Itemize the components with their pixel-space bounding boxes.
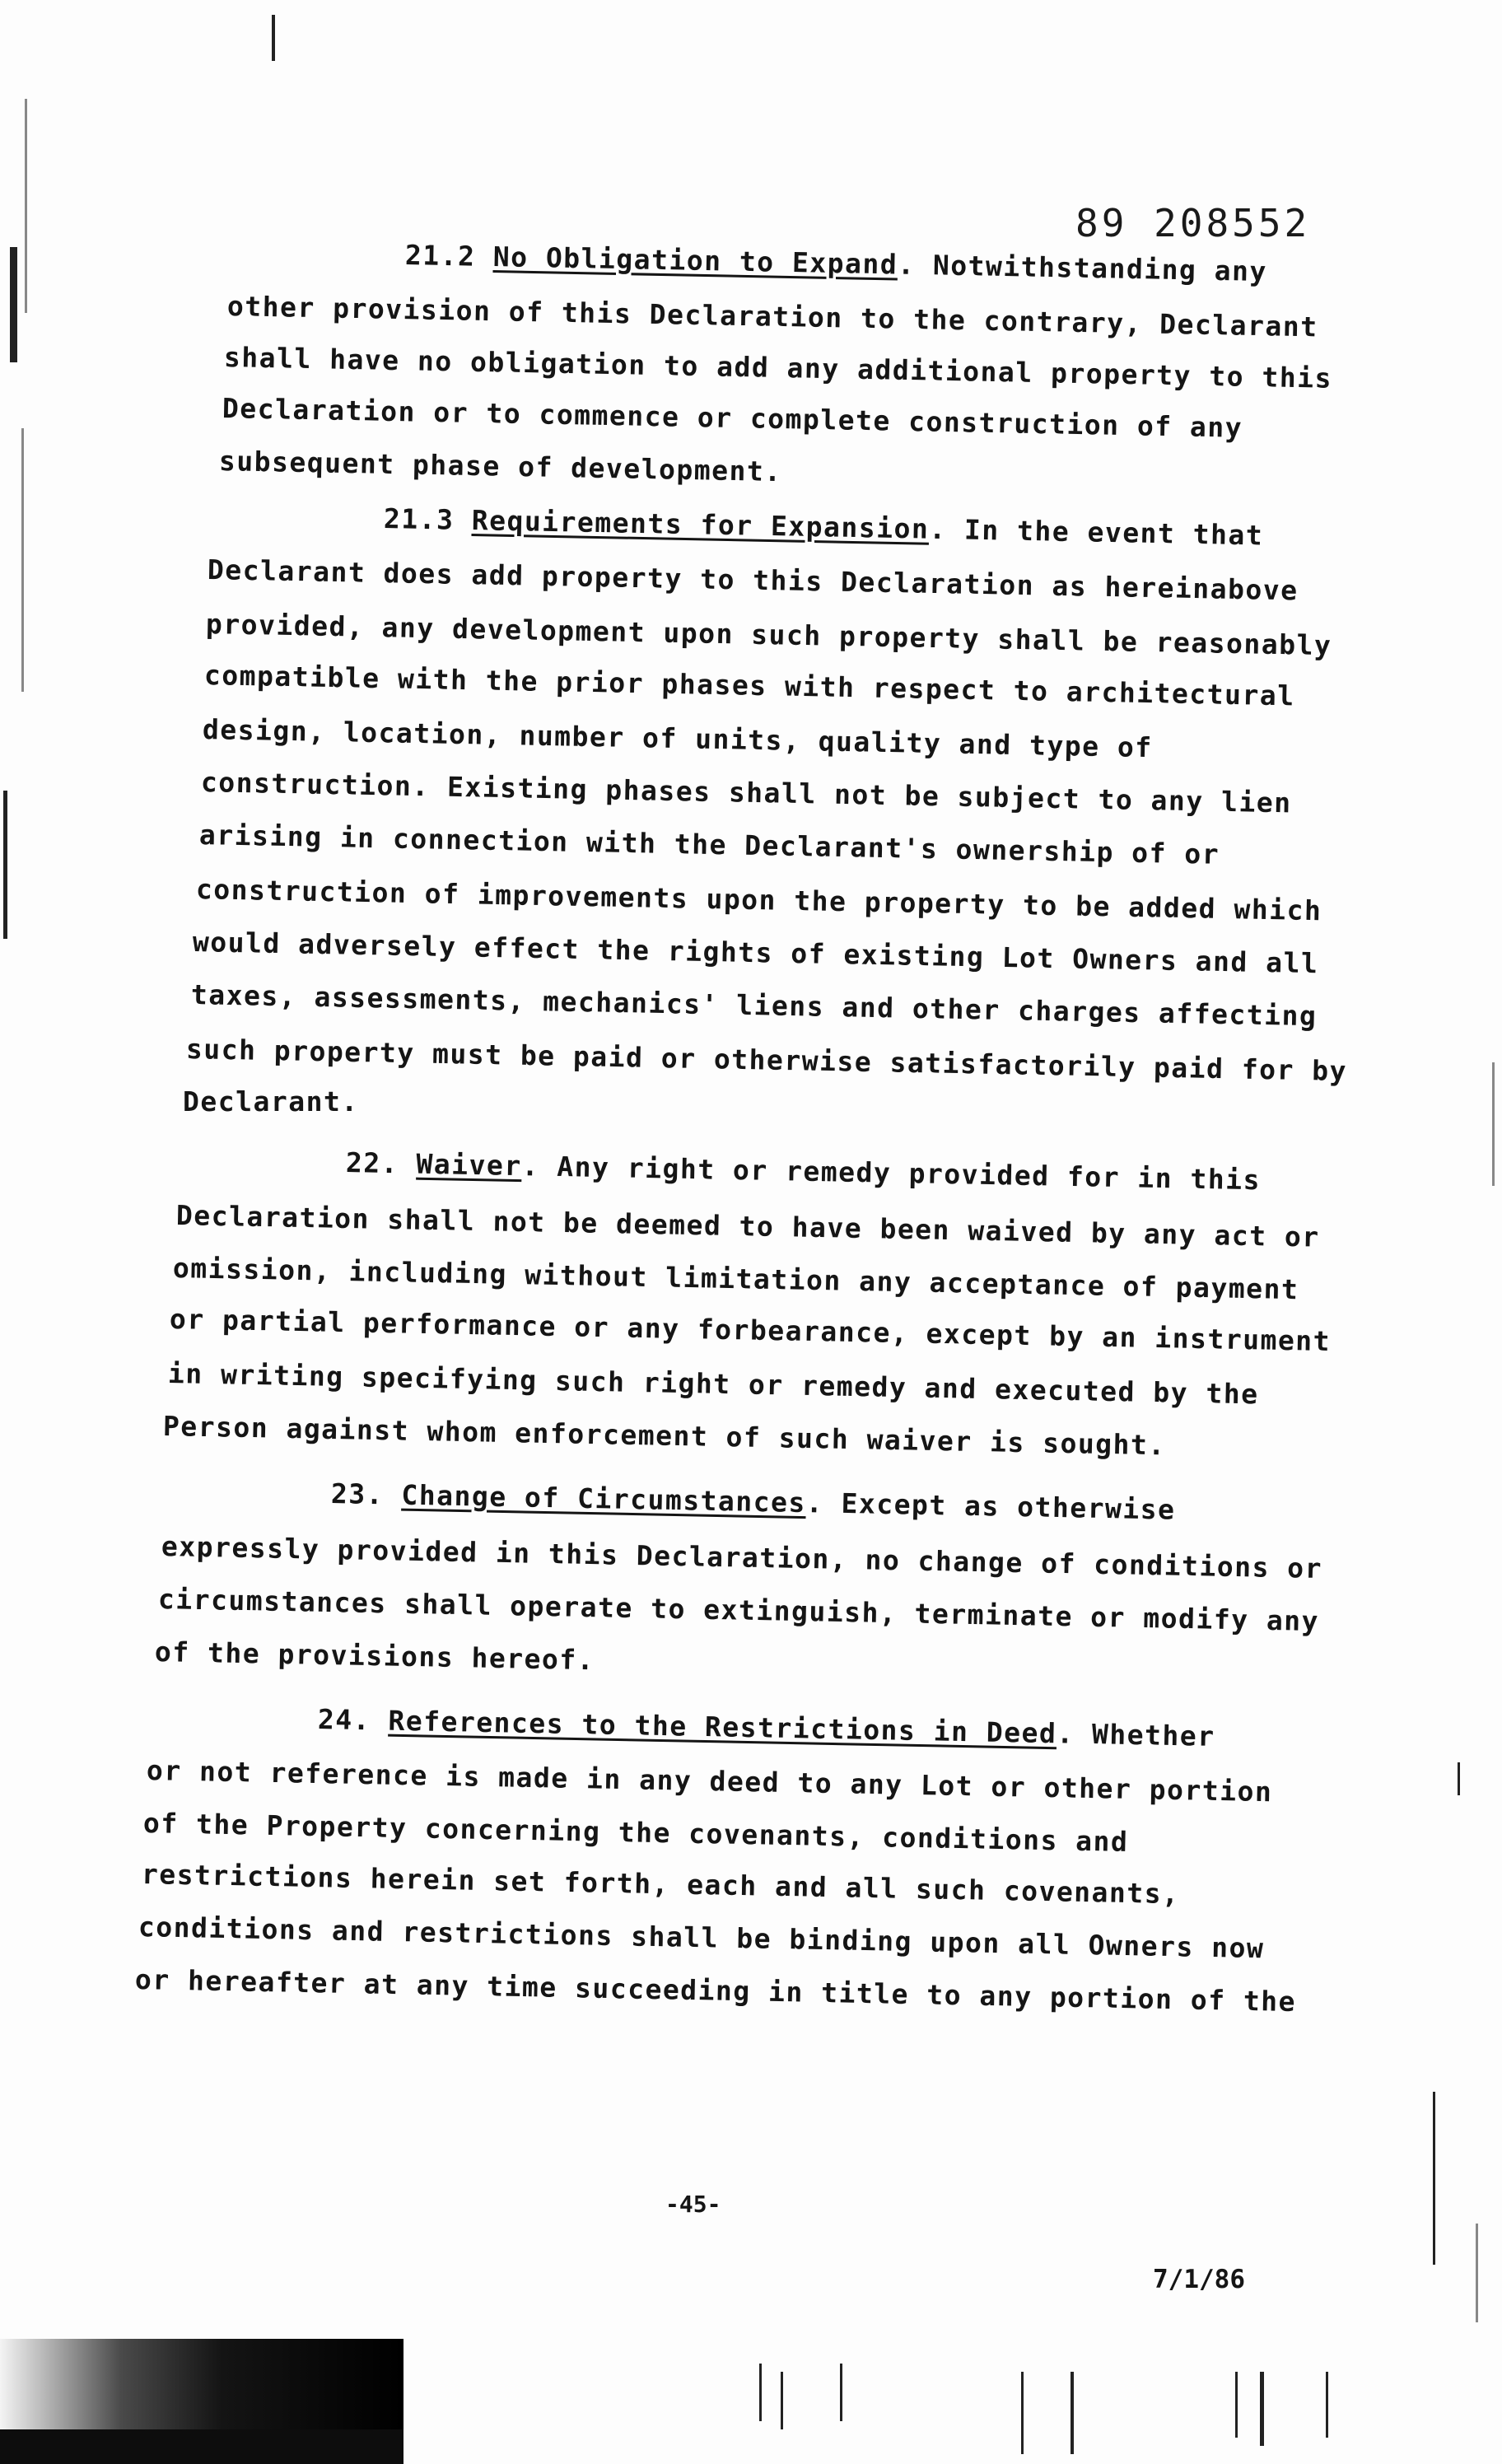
body-line: [186, 1033, 1348, 1087]
body-line: [384, 502, 1264, 552]
body-text-run: design, location, number of units, quality and type of: [202, 713, 1154, 764]
scan-bottom-band-dark: [0, 2429, 403, 2464]
scan-tick-2: [781, 2372, 783, 2429]
section-heading: No Obligation to Expand: [492, 240, 898, 281]
body-text-run: 21.2: [404, 239, 494, 273]
body-line: [224, 341, 1333, 394]
scan-tick-1: [759, 2364, 762, 2421]
section-heading: Change of Circumstances: [401, 1478, 807, 1519]
body-line: [173, 1252, 1299, 1305]
section-heading: Requirements for Expansion: [471, 504, 930, 545]
body-line: [196, 873, 1322, 926]
body-text-run: or partial performance or any forbearance, except by an instrument: [169, 1303, 1332, 1358]
body-text-run: . In the event that: [928, 512, 1264, 552]
body-text-run: arising in connection with the Declarant's ownership of or: [198, 819, 1220, 870]
scan-edge-right-2: [1458, 1762, 1460, 1795]
body-line: [208, 553, 1299, 606]
body-text-run: 24.: [317, 1703, 389, 1737]
body-line: [203, 713, 1153, 763]
body-line: [183, 1085, 359, 1118]
body-line: [346, 1146, 1262, 1196]
scan-tick-4: [1021, 2372, 1024, 2454]
body-text-run: conditions and restrictions shall be binding upon all Owners now: [138, 1911, 1265, 1965]
body-line: [161, 1530, 1323, 1584]
scan-edge-left: [25, 99, 27, 313]
body-text-run: or not reference is made in any deed to any Lot or other portion: [146, 1754, 1273, 1808]
scan-edge-left-2: [21, 428, 24, 692]
document-date: 7/1/86: [1153, 2265, 1245, 2294]
scan-tick-5: [1071, 2372, 1074, 2454]
scan-mark-top: [272, 15, 275, 61]
scan-tick-7: [1260, 2372, 1264, 2446]
body-text-run: Declaration shall not be deemed to have been waived by any act or: [175, 1199, 1321, 1253]
body-text-run: Declaration or to commence or complete construction of any: [222, 392, 1243, 444]
body-line: [193, 926, 1319, 979]
body-line: [163, 1410, 1166, 1461]
body-text-run: 21.3: [383, 502, 473, 537]
body-line: [176, 1199, 1320, 1253]
body-line: [155, 1636, 595, 1676]
body-text-run: or hereafter at any time succeeding in title to any portion of the: [134, 1963, 1297, 2018]
document-number: 89 208552: [1075, 201, 1311, 245]
scan-edge-left-3: [3, 791, 7, 939]
body-line: [206, 608, 1332, 661]
page-number: -45-: [665, 2191, 721, 2218]
body-text-run: circumstances shall operate to extinguish, terminate or modify any: [157, 1583, 1320, 1638]
scan-edge-left-dark: [10, 247, 17, 362]
body-text-run: of the Property concerning the covenants, conditions and: [142, 1807, 1129, 1858]
body-line: [405, 239, 1268, 287]
body-text-run: omission, including without limitation any acceptance of payment: [172, 1252, 1299, 1306]
body-text-run: subsequent phase of development.: [218, 445, 783, 488]
body-text-run: . Any right or remedy provided for in this: [521, 1150, 1262, 1197]
body-text-run: compatible with the prior phases with respect to architectural: [203, 659, 1295, 712]
body-text-run: construction. Existing phases shall not be subject to any lien: [200, 766, 1292, 819]
body-line: [147, 1754, 1273, 1808]
body-text-run: 23.: [330, 1477, 402, 1511]
body-text-run: construction of improvements upon the property to be added which: [195, 873, 1322, 927]
body-line: [199, 819, 1220, 870]
body-text-run: shall have no obligation to add any additional property to this: [223, 341, 1333, 394]
body-text-run: . Notwithstanding any: [897, 248, 1268, 288]
scan-edge-right-3: [1433, 2092, 1435, 2265]
body-line: [201, 766, 1292, 819]
section-heading: References to the Restrictions in Deed: [388, 1704, 1057, 1750]
body-text-run: restrictions herein set forth, each and all such covenants,: [141, 1858, 1180, 1911]
body-text-run: taxes, assessments, mechanics' liens and other charges affecting: [190, 978, 1318, 1033]
body-line: [227, 290, 1318, 343]
scan-tick-6: [1235, 2372, 1238, 2438]
scan-tick-3: [840, 2364, 842, 2421]
body-text-run: expressly provided in this Declaration, no change of conditions or: [161, 1530, 1323, 1585]
body-line: [222, 392, 1243, 444]
body-text-run: other provision of this Declaration to the contrary, Declarant: [226, 290, 1318, 343]
body-text-run: 22.: [345, 1146, 417, 1180]
body-line: [168, 1357, 1259, 1410]
section-heading: Waiver: [416, 1147, 523, 1183]
body-line: [204, 659, 1295, 712]
body-line: [143, 1807, 1129, 1858]
body-text-run: would adversely effect the rights of existing Lot Owners and all: [192, 926, 1319, 980]
body-text-run: Person against whom enforcement of such waiver is sought.: [162, 1410, 1167, 1462]
scan-edge-right: [1492, 1062, 1495, 1186]
scan-edge-right-4: [1476, 2224, 1478, 2322]
scan-bottom-band: [0, 2339, 403, 2429]
body-text-run: Declarant does add property to this Declaration as hereinabove: [207, 553, 1299, 607]
body-text-run: of the provisions hereof.: [154, 1636, 595, 1677]
body-line: [191, 978, 1318, 1032]
body-text-run: . Except as otherwise: [805, 1486, 1176, 1526]
body-line: [170, 1303, 1332, 1357]
body-line: [158, 1583, 1320, 1637]
body-text-run: such property must be paid or otherwise satisfactorily paid for by: [185, 1033, 1348, 1088]
body-line: [135, 1963, 1297, 2018]
body-line: [138, 1911, 1265, 1964]
body-line: [318, 1703, 1215, 1752]
body-text-run: in writing specifying such right or remedy and executed by the: [167, 1357, 1259, 1411]
body-line: [142, 1858, 1180, 1910]
body-text-run: Declarant.: [183, 1085, 359, 1118]
scan-tick-8: [1326, 2372, 1328, 2438]
body-line: [331, 1477, 1176, 1526]
body-text-run: provided, any development upon such property shall be reasonably: [205, 608, 1332, 662]
body-text-run: . Whether: [1056, 1717, 1215, 1752]
body-line: [219, 445, 782, 488]
